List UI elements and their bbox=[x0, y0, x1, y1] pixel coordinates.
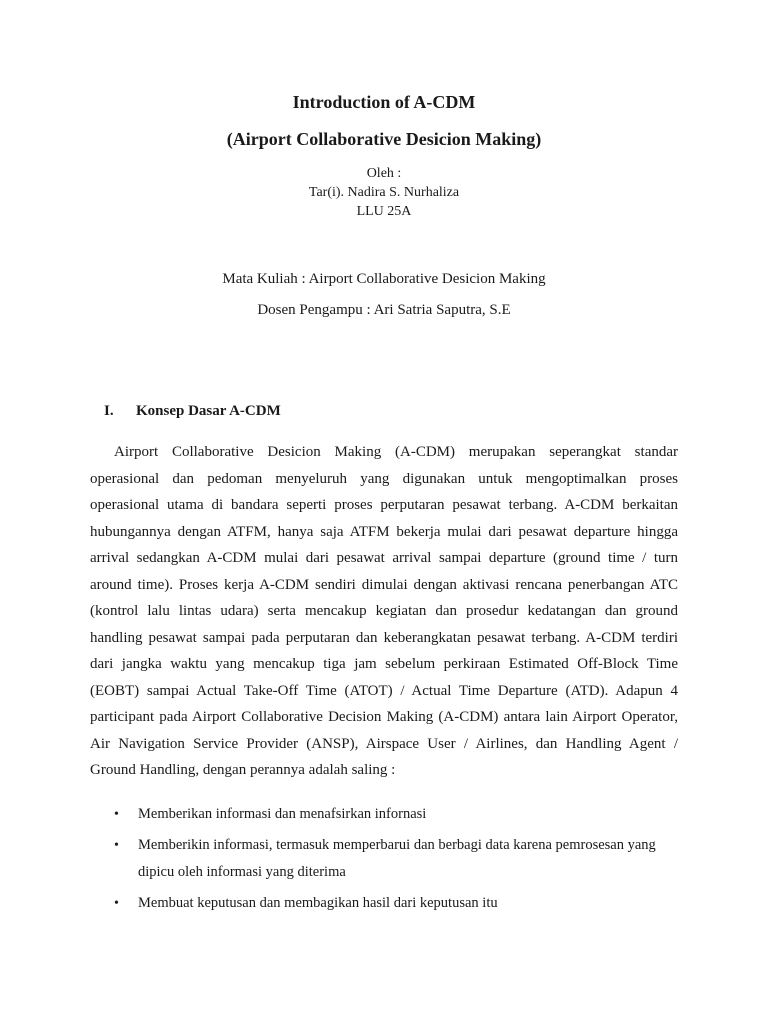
lecturer-name: Dosen Pengampu : Ari Satria Saputra, S.E bbox=[257, 302, 511, 318]
list-item-text: Memberikan informasi dan menafsirkan infornasi bbox=[138, 806, 427, 822]
author-name: Tar(i). Nadira S. Nurhaliza bbox=[308, 185, 460, 200]
document-title: Introduction of A-CDM bbox=[292, 92, 476, 112]
bullet-icon: • bbox=[114, 896, 119, 911]
paragraph-line: participant pada Airport Collaborative Decision Making (A-CDM) antara lain Airport Operator, bbox=[90, 709, 678, 725]
paragraph-line: operasional utama di bandara seperti proses perputaran pesawat terbang. A-CDM berkaitan bbox=[90, 497, 678, 513]
list-item-text: Memberikin informasi, termasuk memperbarui dan berbagi data karena pemrosesan yang dipicu oleh informasi yang diterima bbox=[138, 837, 656, 880]
paragraph-line: (EOBT) sampai Actual Take-Off Time (ATOT) / Actual Time Departure (ATD). Adapun 4 bbox=[90, 682, 678, 699]
list-item bbox=[90, 890, 680, 917]
paragraph-line: (kontrol lalu lintas udara) serta mencakup kegiatan dan prosedur kedatangan dan ground bbox=[90, 603, 678, 619]
list-item bbox=[90, 832, 680, 886]
paragraph-line: arrival sedangkan A-CDM mulai dari pesawat arrival sampai departure (ground time / turn bbox=[90, 550, 678, 566]
author-class: LLU 25A bbox=[356, 204, 412, 219]
paragraph-line: around time). Proses kerja A-CDM sendiri dimulai dengan aktivasi rencana penerbangan ATC bbox=[90, 576, 678, 593]
section-heading bbox=[104, 403, 281, 420]
bullet-icon: • bbox=[114, 838, 119, 853]
paragraph-line: Ground Handling, dengan perannya adalah saling : bbox=[90, 762, 396, 778]
list-item bbox=[90, 801, 680, 828]
section-number: I. bbox=[104, 403, 114, 419]
paragraph-line: dari jangka waktu yang mencakup tiga jam sebelum perkiraan Estimated Off-Block Time bbox=[90, 656, 678, 672]
section-paragraph bbox=[90, 439, 678, 784]
paragraph-line: Air Navigation Service Provider (ANSP), Airspace User / Airlines, dan Handling Agent / bbox=[90, 735, 678, 752]
list-item-text: Membuat keputusan dan membagikan hasil dari keputusan itu bbox=[138, 895, 498, 911]
paragraph-line: handling pesawat sampai pada perputaran dan keberangkatan pesawat terbang. A-CDM terdiri bbox=[90, 629, 678, 646]
course-name: Mata Kuliah : Airport Collaborative Desicion Making bbox=[222, 271, 546, 287]
paragraph-line: hubungannya dengan ATFM, hanya saja ATFM bekerja mulai dari pesawat departure hingga bbox=[90, 523, 678, 540]
author-label: Oleh : bbox=[366, 166, 402, 181]
bullet-icon: • bbox=[114, 807, 119, 822]
paragraph-line: operasional dan pedoman menyeluruh yang digunakan untuk mengoptimalkan proses bbox=[90, 470, 678, 487]
bullet-list bbox=[90, 801, 680, 921]
section-title: Konsep Dasar A-CDM bbox=[136, 403, 281, 419]
paragraph-line: Airport Collaborative Desicion Making (A-CDM) merupakan seperangkat standar bbox=[114, 444, 678, 460]
document-subtitle: (Airport Collaborative Desicion Making) bbox=[226, 129, 542, 149]
